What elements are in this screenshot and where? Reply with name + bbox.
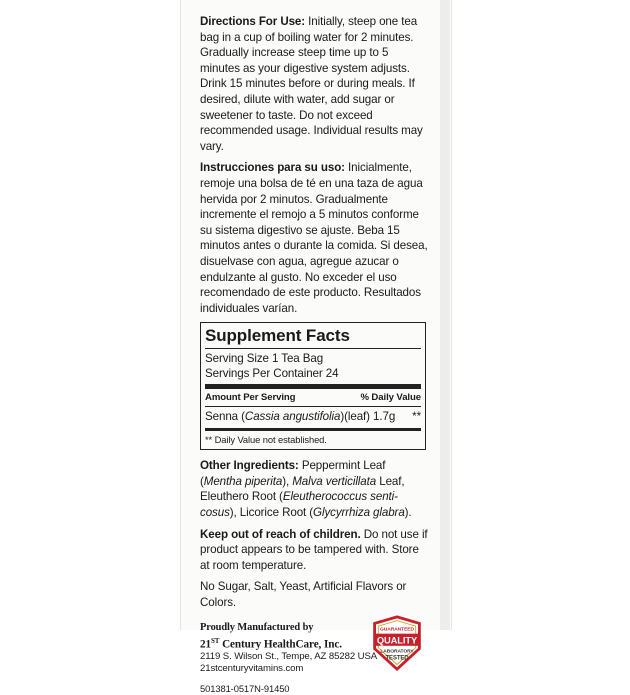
seal-bottom-text-1: LABORATORY: [380, 648, 414, 654]
facts-divider-mid: [205, 428, 421, 431]
oi-latin-4: Glycyrrhiza glabra: [313, 506, 405, 520]
senna-name: Senna (: [205, 410, 245, 424]
directions-text: Initially, steep one tea bag in a cup of boiling water for 2 minutes. Gradually increase steep time up to 5 minutes as your digestive system adjusts. Drink 15 minutes before or during meals. If desired, dilute with water, add sugar or sweetener to taste. Do not exceed recommended usage. Individual results may vary.: [200, 15, 423, 153]
oi-text-4: ), Licorice Root (: [229, 506, 314, 520]
oi-latin-2: Malva verticillata: [292, 474, 377, 488]
product-code: 501381-0517N-91450: [200, 683, 290, 695]
label-content: [200, 14, 428, 695]
supplement-facts-box: [200, 322, 426, 450]
panel-edge: [440, 0, 450, 630]
senna-latin: Cassia angustifolia: [244, 410, 341, 424]
senna-row: [205, 409, 421, 425]
manufacturer-address: 2119 S. Wilson St., Tempe, AZ 85282 USA: [200, 651, 378, 663]
warning-text: Do not use if product appears to be tampered with. Store at room temperature.: [200, 527, 428, 572]
serving-size: Serving Size 1 Tea Bag: [205, 352, 324, 366]
oi-text-3: Leaf, Eleuthero Root (: [200, 474, 405, 504]
warning-label: Keep out of reach of children.: [200, 527, 361, 541]
mfr-num: 21: [200, 638, 211, 651]
directions-label: Directions For Use:: [200, 15, 306, 28]
directions-paragraph: [200, 14, 428, 154]
facts-footnote: ** Daily Value not established.: [205, 434, 327, 446]
oi-latin-1: Mentha piperita: [203, 474, 283, 488]
oi-text-5: ).: [404, 506, 412, 520]
manufacturer-website: 21stcenturyvitamins.com: [200, 663, 304, 675]
oi-text-1: Peppermint Leaf (: [200, 459, 386, 488]
other-ingredients-paragraph: [200, 458, 428, 520]
servings-per-container: Servings Per Container 24: [205, 367, 339, 381]
supplement-facts-title: Supplement Facts: [205, 326, 350, 346]
senna-dv: **: [412, 410, 421, 424]
facts-header-row: [205, 391, 421, 404]
seal-middle-text: QUALITY: [376, 635, 418, 646]
facts-divider: [205, 406, 421, 407]
other-ingredients-label: Other Ingredients:: [200, 459, 299, 473]
senna-amount: )(leaf) 1.7g: [340, 410, 396, 424]
instrucciones-text: Inicialmente, remoje una bolsa de té en una taza de agua hervida por 2 minutos. Gradualmente incremente el remojo a 5 minutos conforme su sistema digestivo se ajuste. Beba 15 minutos antes o durante la comida. Si desea, disuelvase con agua, agregue azucar o endulzante al gusto. No exceder el uso recomendado de este producto. Resultados individuales varían.: [200, 161, 428, 315]
amount-per-serving-header: Amount Per Serving: [205, 392, 296, 404]
facts-divider-thick: [205, 384, 421, 389]
seal-top-text: GUARANTEED: [380, 627, 414, 633]
quality-seal-icon: [369, 615, 425, 671]
instrucciones-paragraph: [200, 160, 428, 316]
oi-latin-3: Eleutherococcus senti-cosus: [200, 490, 398, 520]
senna-ingredient: [205, 409, 395, 425]
facts-divider: [205, 348, 421, 349]
warning-paragraph: [200, 527, 428, 574]
manufactured-by: Proudly Manufactured by: [200, 621, 314, 633]
daily-value-header: % Daily Value: [360, 392, 421, 404]
mfr-rest: Century HealthCare, Inc.: [219, 638, 342, 651]
seal-bottom-text-2: TESTED: [385, 654, 409, 661]
instrucciones-label: Instrucciones para su uso:: [200, 161, 345, 175]
manufacturer-block: [200, 621, 428, 695]
oi-text-2: ),: [282, 474, 293, 488]
no-sugar-statement: No Sugar, Salt, Yeast, Artificial Flavors or Colors.: [200, 580, 407, 610]
mfr-sup: ST: [211, 636, 220, 645]
